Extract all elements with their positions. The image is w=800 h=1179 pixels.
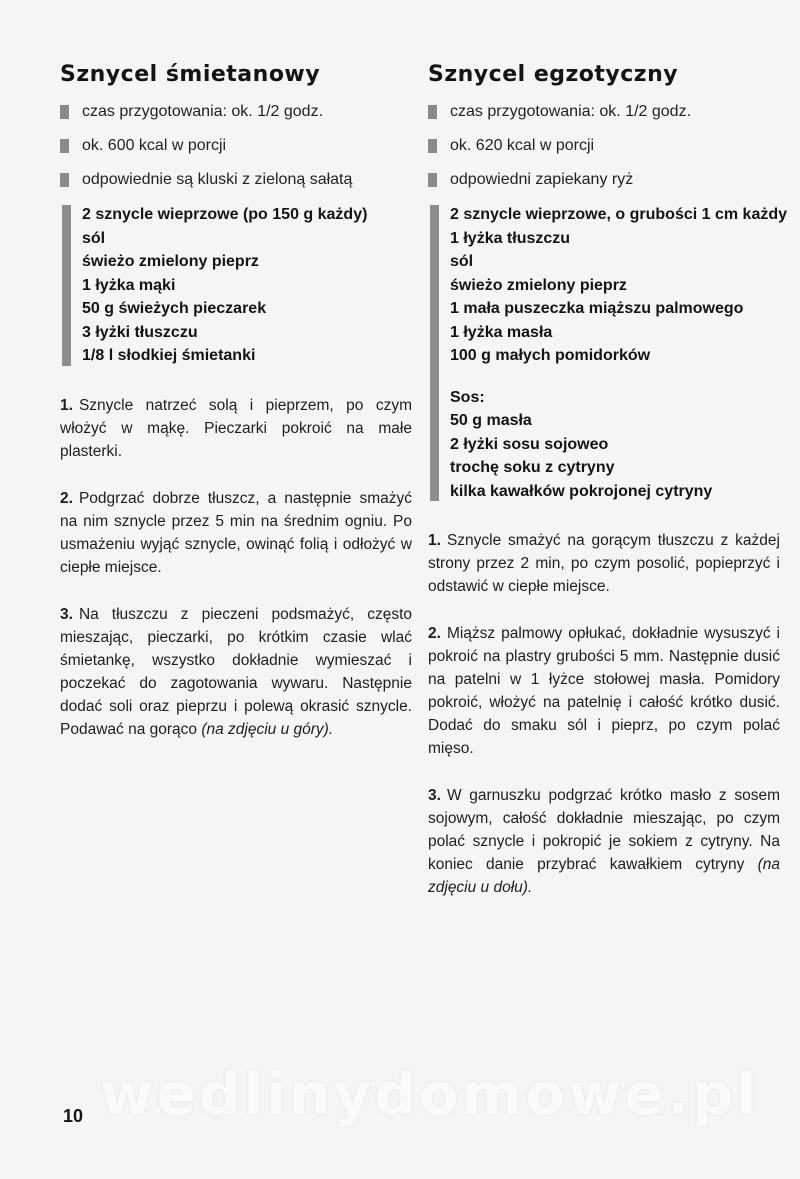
ingredient: świeżo zmielony pieprz	[82, 253, 259, 270]
square-bullet-icon	[428, 173, 437, 187]
recipe-meta	[60, 101, 412, 191]
ingredient: 3 łyżki tłuszczu	[82, 323, 198, 341]
ingredient: świeżo zmielony pieprz	[450, 276, 627, 294]
square-bullet-icon	[428, 139, 437, 153]
step: 3. W garnuszku podgrzać krótko masło z sosem sojowym, całość dokładnie mieszając, po czym polać sznycle i pokropić je sokiem z cytryny. Na koniec danie przybrać kawałkiem cytryny (na zdjęciu u dołu).	[428, 787, 780, 896]
square-bullet-icon	[60, 173, 69, 187]
page-number: 10	[63, 1106, 84, 1126]
sauce-heading: Sos:	[450, 388, 485, 406]
ingredient: 1 łyżka masła	[450, 323, 553, 341]
photo-note: (na zdjęciu u dołu).	[428, 856, 780, 896]
ingredient: 2 sznycle wieprzowe (po 150 g każdy)	[82, 206, 368, 223]
square-bullet-icon	[428, 105, 437, 119]
ingredients-bar	[430, 205, 439, 501]
meta-item: czas przygotowania: ok. 1/2 godz.	[60, 101, 412, 123]
step: 2. Miąższ palmowy opłukać, dokładnie wysuszyć i pokroić na plastry grubości 5 mm. Następnie dusić na patelni w 1 łyżce stołowej masła. Pomidory pokroić, włożyć na patelnię i całość krótko dusić. Dodać do smaku sól i pieprz, po czym polać mięso.	[428, 625, 780, 757]
step: 1. Sznycle natrzeć solą i pieprzem, po czym włożyć w mąkę. Pieczarki pokroić na małe plasterki.	[60, 396, 412, 460]
ingredient: sól	[450, 253, 474, 270]
ingredient: kilka kawałków pokrojonej cytryny	[450, 482, 713, 500]
ingredients-list	[428, 203, 788, 503]
meta-item: ok. 620 kcal w porcji	[428, 135, 780, 157]
recipe-title: Sznycel egzotyczny	[428, 62, 679, 87]
recipe-meta	[428, 101, 780, 191]
recipe-right	[428, 62, 788, 923]
meta-item: ok. 600 kcal w porcji	[60, 135, 412, 157]
steps	[428, 529, 780, 899]
meta-item: odpowiedni zapiekany ryż	[428, 169, 780, 191]
ingredients-bar	[62, 205, 71, 366]
ingredient: 2 sznycle wieprzowe, o grubości 1 cm każdy	[450, 206, 788, 223]
ingredient: sól	[82, 229, 106, 247]
ingredient: 1 łyżka mąki	[82, 276, 176, 294]
spacer	[450, 368, 780, 386]
square-bullet-icon	[60, 139, 69, 153]
meta-item: czas przygotowania: ok. 1/2 godz.	[428, 101, 780, 123]
ingredient: 1/8 l słodkiej śmietanki	[82, 347, 256, 364]
step: 3. Na tłuszczu z pieczeni podsmażyć, często mieszając, pieczarki, po krótkim czasie wlać śmietankę, wszystko dokładnie wymieszać i poczekać do zagotowania wywaru. Następnie dodać soli oraz pieprzu i polewą okrasić sznycle. Podawać na gorąco (na zdjęciu u góry).	[60, 605, 412, 738]
ingredients-list	[60, 203, 412, 368]
step: 1. Sznycle smażyć na gorącym tłuszczu z każdej strony przez 2 min, po czym posolić, popieprzyć i odstawić w ciepłe miejsce.	[428, 532, 780, 595]
ingredient: 100 g małych pomidorków	[450, 347, 651, 364]
photo-note: (na zdjęciu u góry).	[201, 720, 334, 738]
recipe-title: Sznycel śmietanowy	[60, 62, 321, 87]
steps	[60, 394, 412, 741]
meta-item: odpowiednie są kluski z zieloną sałatą	[60, 169, 412, 191]
ingredient: 50 g świeżych pieczarek	[82, 300, 267, 317]
ingredient: 50 g masła	[450, 412, 532, 429]
watermark: wedlinydomowe.pl	[100, 1060, 760, 1128]
recipe-left	[60, 62, 412, 765]
square-bullet-icon	[60, 105, 69, 119]
ingredient: trochę soku z cytryny	[450, 459, 615, 476]
ingredient: 2 łyżki sosu sojoweo	[450, 435, 609, 453]
ingredient: 1 łyżka tłuszczu	[450, 229, 571, 247]
step: 2. Podgrzać dobrze tłuszcz, a następnie smażyć na nim sznycle przez 5 min na średnim ogniu. Po usmażeniu wyjąć sznycle, owinąć folią i odłożyć w ciepłe miejsce.	[60, 489, 412, 576]
ingredient: 1 mała puszeczka miąższu palmowego	[450, 300, 744, 317]
